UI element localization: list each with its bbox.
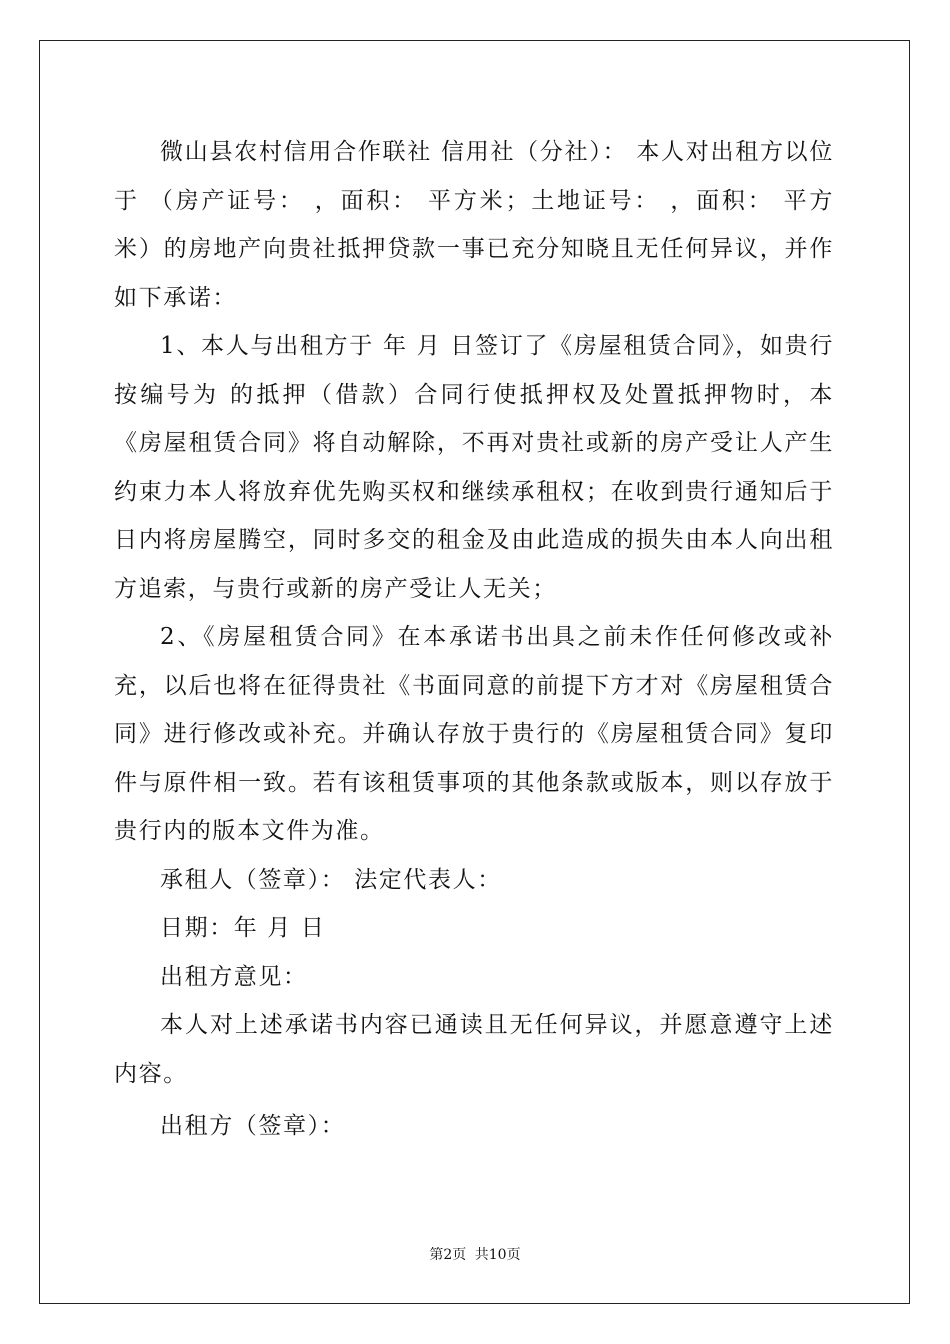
paragraph-clause-1: 1、本人与出租方于 年 月 日签订了《房屋租赁合同》，如贵行按编号为 的抵押（借款）合同行使抵押权及处置抵押物时，本《房屋租赁合同》将自动解除，不再对贵社或新的房产受让人产生约束力本人将放弃优先购买权和继续承租权；在收到贵行通知后于 日内将房屋腾空，同时多交的租金及由此造成的损失由本人向出租方追索，与贵行或新的房产受让人无关；	[114, 333, 834, 602]
paragraph-clause-2: 2、《房屋租赁合同》在本承诺书出具之前未作任何修改或补充，以后也将在征得贵社《书面同意的前提下方才对《房屋租赁合同》进行修改或补充。并确认存放于贵行的《房屋租赁合同》复印件与原件相一致。若有该租赁事项的其他条款或版本，则以存放于贵行内的版本文件为准。	[114, 624, 834, 844]
paragraph-addressee: 微山县农村信用合作联社 信用社（分社）： 本人对出租方以位于 （房产证号： ，面积： 平方米；土地证号： ，面积： 平方米）的房地产向贵社抵押贷款一事已充分知晓且无任何异议，并作如下承诺：	[114, 139, 834, 311]
lessor-opinion-text: 本人对上述承诺书内容已通读且无任何异议，并愿意遵守上述内容。	[114, 1012, 834, 1087]
page-number: 第2页	[429, 1247, 467, 1263]
page-total: 共10页	[474, 1247, 521, 1263]
lessor-signature-line: 出租方（签章）：	[160, 1113, 346, 1139]
lessee-signature-line: 承租人（签章）： 法定代表人：	[160, 866, 502, 893]
lessor-opinion-heading: 出租方意见：	[160, 963, 308, 990]
document-body	[114, 128, 834, 1151]
page-footer	[0, 1244, 950, 1264]
date-line: 日期：年 月 日	[160, 915, 326, 941]
